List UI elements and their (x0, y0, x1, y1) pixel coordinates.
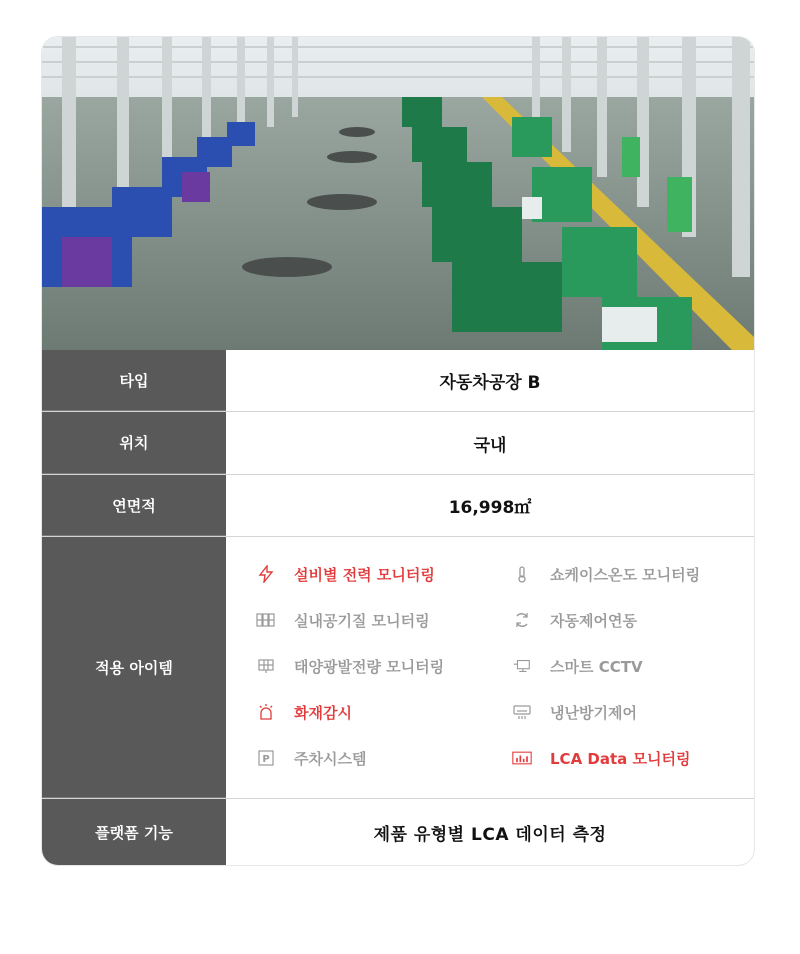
apply-item (256, 551, 512, 597)
apply-item (512, 689, 732, 735)
air-filter-icon (256, 610, 276, 630)
solar-panel-icon (256, 656, 276, 676)
lightning-icon (256, 564, 276, 584)
project-card (42, 37, 754, 865)
sync-icon (512, 610, 532, 630)
parking-icon (256, 748, 276, 768)
location-label: 위치 (42, 412, 226, 474)
bar-chart-icon (512, 748, 532, 768)
apply-item-label: 스마트 CCTV (550, 657, 643, 676)
area-value: 16,998㎡ (448, 498, 532, 518)
fire-alarm-icon (256, 702, 276, 722)
apply-item (512, 735, 732, 781)
air-conditioner-icon (512, 702, 532, 722)
location-row (42, 412, 754, 475)
apply-item-label: 태양광발전량 모니터링 (294, 657, 445, 676)
factory-floor-image (42, 37, 754, 350)
items-list (226, 537, 754, 798)
apply-item (256, 735, 512, 781)
svg-text:P: P (262, 754, 270, 765)
apply-item (256, 597, 512, 643)
location-value: 국내 (473, 435, 507, 456)
apply-item (256, 643, 512, 689)
thermometer-icon (512, 564, 532, 584)
apply-item (512, 597, 732, 643)
type-label: 타입 (42, 350, 226, 411)
type-row (42, 350, 754, 412)
apply-item (512, 551, 732, 597)
platform-label: 플랫폼 기능 (42, 799, 226, 865)
apply-item-label: 화재감시 (294, 703, 352, 722)
cctv-icon (512, 656, 532, 676)
platform-row (42, 799, 754, 865)
apply-item (512, 643, 732, 689)
area-label: 연면적 (42, 475, 226, 536)
type-value: 자동차공장 B (439, 373, 541, 393)
apply-item (256, 689, 512, 735)
apply-item-label: 쇼케이스온도 모니터링 (550, 565, 701, 584)
area-row (42, 475, 754, 537)
apply-item-label: LCA Data 모니터링 (550, 749, 691, 768)
info-table (42, 350, 754, 865)
apply-item-label: 실내공기질 모니터링 (294, 611, 430, 630)
apply-item-label: 냉난방기제어 (550, 703, 637, 722)
items-row (42, 537, 754, 799)
factory-photo (42, 37, 754, 350)
items-label: 적용 아이템 (42, 537, 226, 798)
apply-item-label: 자동제어연동 (550, 611, 637, 630)
apply-item-label: 주차시스템 (294, 749, 367, 768)
platform-value: 제품 유형별 LCA 데이터 측정 (373, 824, 607, 845)
apply-item-label: 설비별 전력 모니터링 (294, 565, 435, 584)
items-grid (226, 537, 754, 781)
